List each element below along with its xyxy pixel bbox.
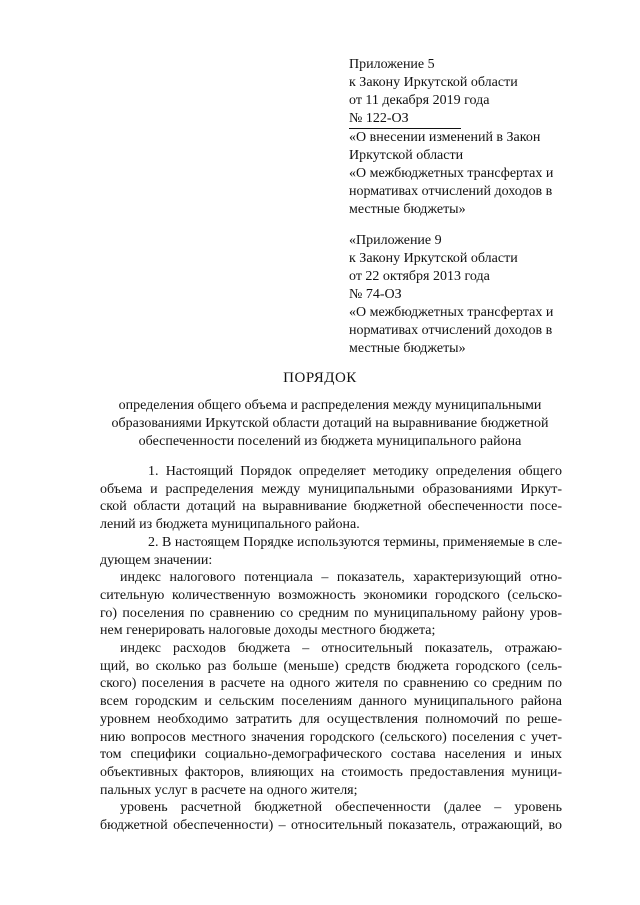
- body-line: бюджетной обеспеченности) – относительный показатель, отражающий, во: [100, 818, 562, 834]
- body-line: 2. В настоящем Порядке используются термины, применяемые в сле-: [148, 534, 563, 550]
- body-line: ской области дотаций на выравнивание бюджетной обеспеченности посе-: [100, 499, 562, 515]
- body-line: дующем значении:: [100, 552, 213, 568]
- annex-line: «О внесении изменений в Закон: [349, 130, 541, 145]
- body-line: уровнем необходимо затратить для осуществления полномочий по реше-: [100, 711, 562, 727]
- body-line: пальных услуг в расчете на одного жителя;: [100, 782, 358, 798]
- body-line: 1. Настоящий Порядок определяет методику определения общего: [148, 464, 562, 479]
- subtitle-line: определения общего объема и распределения между муниципальными: [118, 398, 542, 413]
- document-subtitle: [100, 397, 560, 451]
- body-line: ского) поселения в расчете на одного жителя по сравнению со средним по: [100, 676, 562, 692]
- annex-line: от 11 декабря 2019 года: [349, 93, 490, 108]
- annex-line: к Закону Иркутской области: [349, 251, 518, 266]
- annex-line: № 74-ОЗ: [349, 287, 402, 302]
- body-line: уровень расчетной бюджетной обеспеченности (далее – уровень: [120, 800, 562, 816]
- document-body: [100, 463, 562, 835]
- body-line: объема и распределения между муниципальными образованиями Иркут-: [100, 481, 562, 497]
- annex-line: нормативах отчислений доходов в: [349, 184, 553, 199]
- annex-line: нормативах отчислений доходов в: [349, 323, 553, 338]
- body-line: объективных факторов, влияющих на стоимость предоставления муници-: [100, 764, 562, 780]
- annex-line: [349, 110, 599, 129]
- body-line: щий, во сколько раз больше (меньше) средств бюджета городского (сель-: [100, 658, 562, 674]
- annex-line: Приложение 5: [349, 57, 435, 72]
- body-line: нем генерировать налоговые доходы местного бюджета;: [100, 623, 436, 639]
- annex-line: к Закону Иркутской области: [349, 75, 518, 90]
- body-line: всем городским и сельским поселениям данного муниципального района: [100, 694, 562, 710]
- annex-header-current: [349, 56, 599, 219]
- body-line: лений из бюджета муниципального района.: [100, 517, 360, 533]
- body-line: сительную количественную возможность экономики городского (сельско-: [100, 587, 562, 603]
- annex-line: «Приложение 9: [349, 233, 442, 248]
- document-title: ПОРЯДОК: [283, 370, 357, 386]
- annex-number: № 122-ОЗ: [349, 110, 461, 129]
- body-line: том специфики социально-демографического состава населения и иных: [100, 747, 562, 763]
- annex-line: Иркутской области: [349, 148, 464, 163]
- annex-line: «О межбюджетных трансфертах и: [349, 166, 554, 181]
- annex-line: местные бюджеты»: [349, 202, 466, 217]
- body-line: нию вопросов местного значения городского (сельского) поселения с учет-: [100, 729, 562, 745]
- body-line: го) поселения по сравнению со средним по муниципальному району уров-: [100, 605, 562, 621]
- annex-line: «О межбюджетных трансфертах и: [349, 305, 554, 320]
- subtitle-line: образованиями Иркутской области дотаций на выравнивание бюджетной: [111, 416, 549, 431]
- annex-header-original: [349, 232, 599, 358]
- body-line: индекс расходов бюджета – относительный показатель, отражаю-: [120, 641, 562, 657]
- body-line: индекс налогового потенциала – показатель, характеризующий отно-: [120, 570, 562, 586]
- subtitle-line: обеспеченности поселений из бюджета муниципального района: [138, 434, 522, 449]
- annex-line: от 22 октября 2013 года: [349, 269, 490, 284]
- annex-line: местные бюджеты»: [349, 341, 466, 356]
